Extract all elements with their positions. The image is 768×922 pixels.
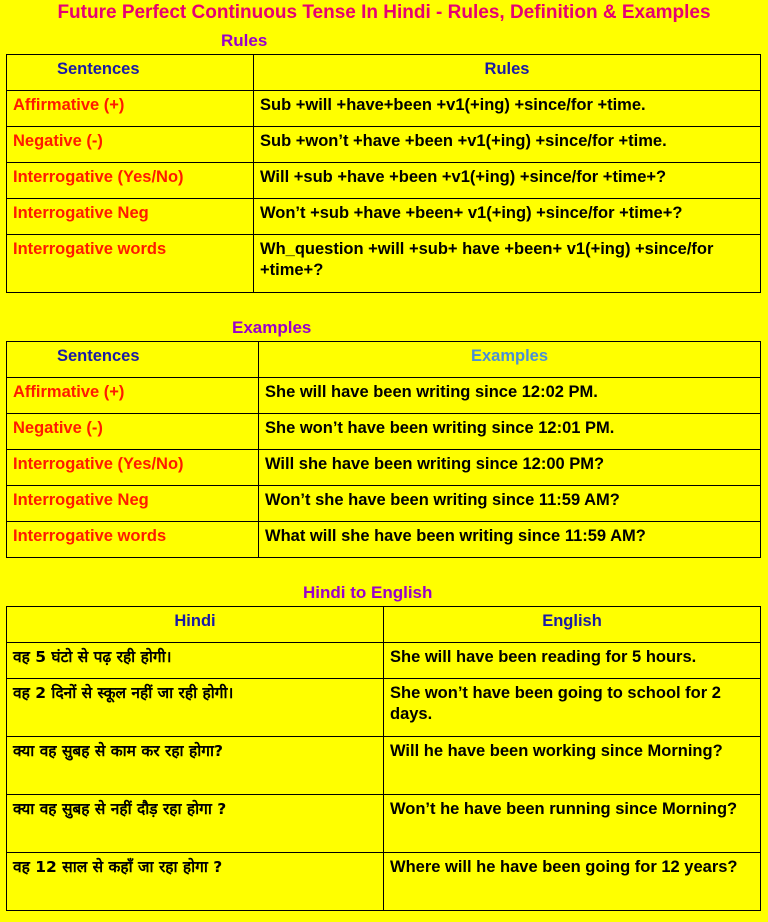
page-title: Future Perfect Continuous Tense In Hindi - Rules, Definition & Examples (57, 2, 711, 23)
table-row (7, 853, 761, 911)
hindi-english-heading: Hindi to English (303, 583, 433, 602)
sentence-type: Negative (-) (7, 127, 254, 163)
column-header-examples: Examples (259, 342, 761, 378)
table-row (7, 522, 761, 558)
english-sentence: Where will he have been going for 12 years? (384, 853, 761, 911)
table-row (7, 127, 761, 163)
hindi-sentence: वह 12 साल से कहाँ जा रहा होगा ? (7, 853, 384, 911)
example-text: What will she have been writing since 11:59 AM? (259, 522, 761, 558)
column-header-hindi: Hindi (7, 607, 384, 643)
table-row (7, 414, 761, 450)
example-text: Won’t she have been writing since 11:59 AM? (259, 486, 761, 522)
sentence-type: Interrogative Neg (7, 199, 254, 235)
table-row (7, 486, 761, 522)
table-row (7, 199, 761, 235)
table-header-row (7, 55, 761, 91)
sentence-type: Negative (-) (7, 414, 259, 450)
hindi-english-table (6, 606, 761, 911)
table-row (7, 737, 761, 795)
rules-heading: Rules (221, 31, 268, 50)
table-header-row (7, 342, 761, 378)
sentence-type: Interrogative words (7, 235, 254, 293)
hindi-sentence: वह 5 घंटो से पढ़ रही होगी। (7, 643, 384, 679)
example-text: She will have been writing since 12:02 PM. (259, 378, 761, 414)
english-sentence: She will have been reading for 5 hours. (384, 643, 761, 679)
example-text: Will she have been writing since 12:00 PM? (259, 450, 761, 486)
sentence-type: Interrogative (Yes/No) (7, 163, 254, 199)
table-row (7, 378, 761, 414)
rule-text: Will +sub +have +been +v1(+ing) +since/for +time+? (254, 163, 761, 199)
column-header-english: English (384, 607, 761, 643)
rule-text: Sub +won’t +have +been +v1(+ing) +since/for +time. (254, 127, 761, 163)
english-sentence: She won’t have been going to school for 2 days. (384, 679, 761, 737)
rules-table (6, 54, 761, 293)
column-header-sentences: Sentences (7, 342, 259, 378)
column-header-rules: Rules (254, 55, 761, 91)
table-row (7, 163, 761, 199)
table-row (7, 450, 761, 486)
rule-text: Sub +will +have+been +v1(+ing) +since/for +time. (254, 91, 761, 127)
sentence-type: Interrogative words (7, 522, 259, 558)
english-sentence: Will he have been working since Morning? (384, 737, 761, 795)
table-row (7, 91, 761, 127)
sentence-type: Affirmative (+) (7, 378, 259, 414)
examples-table (6, 341, 761, 558)
table-header-row (7, 607, 761, 643)
english-sentence: Won’t he have been running since Morning? (384, 795, 761, 853)
hindi-sentence: क्या वह सुबह से नहीं दौड़ रहा होगा ? (7, 795, 384, 853)
hindi-sentence: क्या वह सुबह से काम कर रहा होगा? (7, 737, 384, 795)
table-row (7, 643, 761, 679)
table-row (7, 679, 761, 737)
sentence-type: Affirmative (+) (7, 91, 254, 127)
examples-heading: Examples (232, 318, 312, 337)
table-row (7, 795, 761, 853)
sentence-type: Interrogative Neg (7, 486, 259, 522)
column-header-sentences: Sentences (7, 55, 254, 91)
hindi-sentence: वह 2 दिनों से स्कूल नहीं जा रही होगी। (7, 679, 384, 737)
rule-text: Won’t +sub +have +been+ v1(+ing) +since/for +time+? (254, 199, 761, 235)
table-row (7, 235, 761, 293)
sentence-type: Interrogative (Yes/No) (7, 450, 259, 486)
rule-text: Wh_question +will +sub+ have +been+ v1(+ing) +since/for +time+? (254, 235, 761, 293)
example-text: She won’t have been writing since 12:01 PM. (259, 414, 761, 450)
